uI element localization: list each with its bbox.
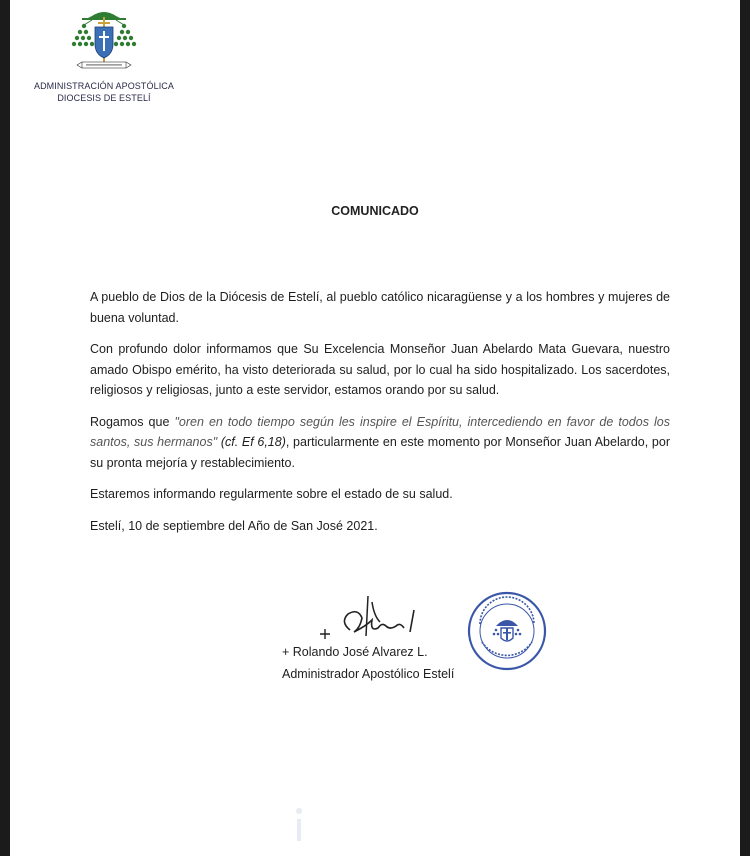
document-title: COMUNICADO <box>331 204 419 218</box>
scripture-citation: (cf. Ef 6,18) <box>217 435 286 449</box>
paragraph-updates: Estaremos informando regularmente sobre el estado de su salud. <box>90 487 453 501</box>
document-page <box>10 0 740 856</box>
letterhead-organization <box>20 80 188 104</box>
document-body <box>90 287 670 547</box>
signatory-name: + Rolando José Alvarez L. <box>282 645 428 659</box>
scripture-quote: "oren en todo tiempo según les inspire el Espíritu, intercediendo en favor de todos los santos, sus hermanos" <box>90 414 670 449</box>
prayer-prefix: Rogamos que <box>90 414 175 429</box>
letterhead-line2: DIOCESIS DE ESTELÍ <box>57 93 151 103</box>
episcopal-crest-icon <box>62 6 146 78</box>
paragraph-greeting: A pueblo de Dios de la Diócesis de Estelí, al pueblo católico nicaragüense y a los hombres y mujeres de buena voluntad. <box>90 290 670 325</box>
diocesan-seal-icon <box>466 590 548 672</box>
signatory-role: Administrador Apostólico Estelí <box>282 667 455 681</box>
signature-scribble-icon <box>310 592 440 644</box>
page-mark-icon <box>294 805 304 845</box>
letterhead-line1: ADMINISTRACIÓN APOSTÓLICA <box>33 81 175 91</box>
paragraph-announcement: Con profundo dolor informamos que Su Excelencia Monseñor Juan Abelardo Mata Guevara, nuestro amado Obispo emérito, ha visto deteriorada su salud, por lo cual ha sido hospitalizado. Los sacerdotes, religiosos y religiosas, junto a este servidor, estamos orando por su salud. <box>90 342 670 397</box>
prayer-suffix: , particularmente en este momento por Monseñor Juan Abelardo, por su pronta mejoría y restablecimiento. <box>90 435 670 470</box>
dateline: Estelí, 10 de septiembre del Año de San José 2021. <box>90 518 378 533</box>
paragraph-prayer <box>90 412 670 474</box>
